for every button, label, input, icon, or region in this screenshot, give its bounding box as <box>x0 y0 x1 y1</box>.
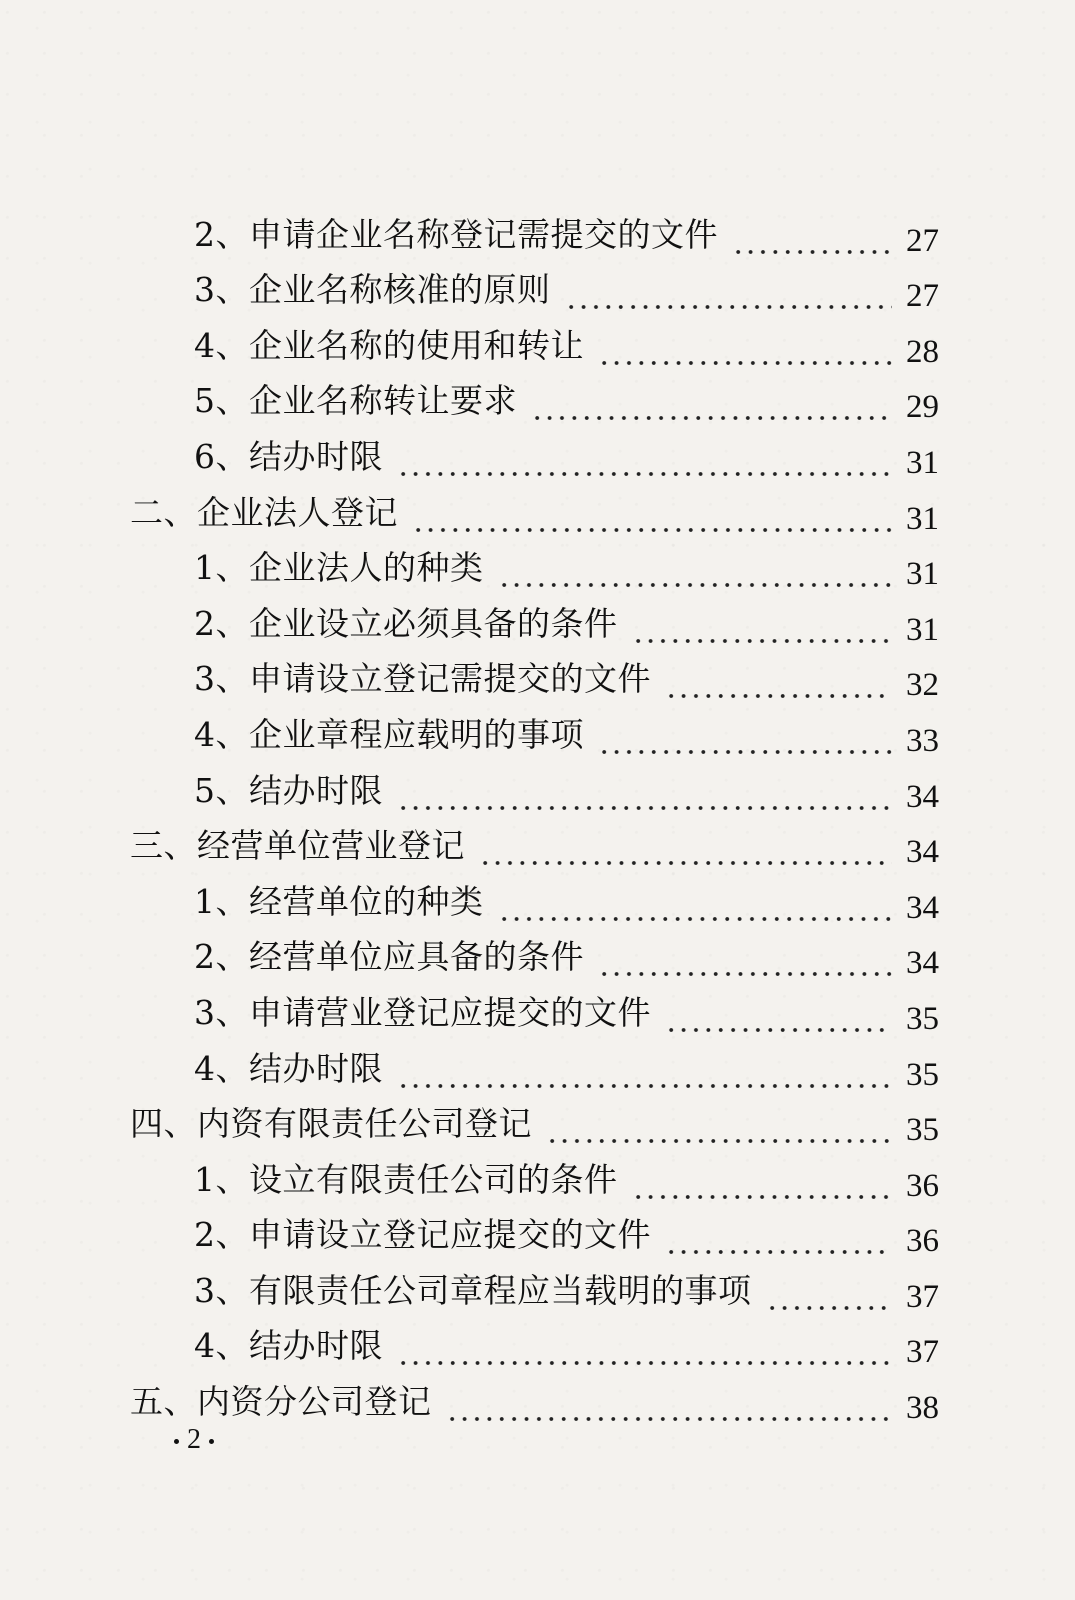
table-of-contents <box>0 205 1075 1428</box>
toc-leader-dots <box>598 332 892 372</box>
toc-subsection-entry <box>0 1261 1075 1317</box>
toc-entry-title: 5、企业名称转让要求 <box>194 381 517 421</box>
page-number <box>166 1423 222 1457</box>
toc-subsection-entry <box>0 983 1075 1039</box>
toc-entry-page-number: 31 <box>906 444 939 481</box>
toc-section-entry <box>0 483 1075 539</box>
toc-entry-page-number: 35 <box>906 1000 939 1037</box>
toc-entry-page-number: 35 <box>906 1112 939 1149</box>
toc-leader-dots <box>732 221 892 261</box>
toc-subsection-entry <box>0 427 1075 483</box>
toc-entry-page-number: 29 <box>906 389 939 426</box>
page-number-left-dot <box>174 1439 179 1444</box>
toc-entry-title: 五、内资分公司登记 <box>130 1382 432 1422</box>
toc-subsection-entry <box>0 705 1075 761</box>
toc-subsection-entry <box>0 205 1075 261</box>
toc-section-entry <box>0 1095 1075 1151</box>
page-number-right-dot <box>209 1439 214 1444</box>
toc-entry-page-number: 31 <box>906 611 939 648</box>
toc-entry-title: 1、设立有限责任公司的条件 <box>194 1159 618 1199</box>
toc-subsection-entry <box>0 372 1075 428</box>
toc-entry-title: 4、企业章程应载明的事项 <box>194 714 584 754</box>
toc-entry-title: 3、申请设立登记需提交的文件 <box>194 659 651 699</box>
toc-section-entry <box>0 1372 1075 1428</box>
toc-entry-title: 6、结办时限 <box>194 436 383 476</box>
toc-leader-dots <box>446 1388 893 1428</box>
toc-subsection-entry <box>0 539 1075 595</box>
page-number-value: 2 <box>187 1424 201 1455</box>
toc-section-entry <box>0 817 1075 873</box>
toc-leader-dots <box>632 1166 893 1206</box>
toc-entry-page-number: 34 <box>906 889 939 926</box>
toc-subsection-entry <box>0 316 1075 372</box>
toc-entry-page-number: 27 <box>906 222 939 259</box>
toc-entry-page-number: 36 <box>906 1167 939 1204</box>
toc-subsection-entry <box>0 650 1075 706</box>
toc-subsection-entry <box>0 1317 1075 1373</box>
toc-leader-dots <box>598 943 892 983</box>
toc-entry-page-number: 28 <box>906 333 939 370</box>
toc-entry-page-number: 34 <box>906 778 939 815</box>
toc-entry-title: 2、申请设立登记应提交的文件 <box>194 1215 651 1255</box>
toc-subsection-entry <box>0 928 1075 984</box>
toc-entry-page-number: 38 <box>906 1390 939 1427</box>
toc-entry-page-number: 33 <box>906 722 939 759</box>
toc-leader-dots <box>665 665 892 705</box>
toc-entry-title: 1、经营单位的种类 <box>194 881 484 921</box>
toc-leader-dots <box>397 1055 892 1095</box>
toc-entry-title: 三、经营单位营业登记 <box>130 826 465 866</box>
toc-entry-title: 3、企业名称核准的原则 <box>194 270 551 310</box>
toc-entry-title: 3、有限责任公司章程应当载明的事项 <box>194 1270 752 1310</box>
toc-entry-page-number: 35 <box>906 1056 939 1093</box>
toc-leader-dots <box>565 276 893 316</box>
toc-entry-page-number: 36 <box>906 1223 939 1260</box>
toc-entry-title: 1、企业法人的种类 <box>194 548 484 588</box>
toc-entry-page-number: 34 <box>906 945 939 982</box>
toc-entry-title: 4、结办时限 <box>194 1048 383 1088</box>
toc-leader-dots <box>498 888 893 928</box>
toc-leader-dots <box>632 610 893 650</box>
toc-subsection-entry <box>0 872 1075 928</box>
toc-entry-title: 4、结办时限 <box>194 1326 383 1366</box>
toc-entry-title: 4、企业名称的使用和转让 <box>194 325 584 365</box>
toc-entry-page-number: 31 <box>906 500 939 537</box>
toc-entry-page-number: 37 <box>906 1334 939 1371</box>
toc-subsection-entry <box>0 261 1075 317</box>
toc-leader-dots <box>397 443 892 483</box>
toc-entry-title: 2、企业设立必须具备的条件 <box>194 603 618 643</box>
toc-leader-dots <box>397 777 892 817</box>
toc-entry-title: 3、申请营业登记应提交的文件 <box>194 992 651 1032</box>
toc-leader-dots <box>598 721 892 761</box>
toc-subsection-entry <box>0 594 1075 650</box>
toc-entry-page-number: 34 <box>906 834 939 871</box>
toc-entry-page-number: 32 <box>906 667 939 704</box>
toc-entry-title: 2、经营单位应具备的条件 <box>194 937 584 977</box>
toc-subsection-entry <box>0 1150 1075 1206</box>
toc-leader-dots <box>479 832 892 872</box>
toc-leader-dots <box>531 387 892 427</box>
toc-entry-page-number: 37 <box>906 1278 939 1315</box>
toc-entry-title: 5、结办时限 <box>194 770 383 810</box>
toc-leader-dots <box>766 1277 893 1317</box>
toc-leader-dots <box>498 554 893 594</box>
toc-subsection-entry <box>0 1039 1075 1095</box>
toc-leader-dots <box>397 1332 892 1372</box>
toc-leader-dots <box>546 1110 892 1150</box>
toc-subsection-entry <box>0 761 1075 817</box>
toc-leader-dots <box>665 1221 892 1261</box>
toc-entry-page-number: 27 <box>906 278 939 315</box>
toc-leader-dots <box>665 999 892 1039</box>
toc-leader-dots <box>412 499 892 539</box>
toc-entry-title: 四、内资有限责任公司登记 <box>130 1104 532 1144</box>
toc-subsection-entry <box>0 1206 1075 1262</box>
toc-entry-title: 二、企业法人登记 <box>130 492 398 532</box>
toc-entry-title: 2、申请企业名称登记需提交的文件 <box>194 214 718 254</box>
toc-entry-page-number: 31 <box>906 556 939 593</box>
